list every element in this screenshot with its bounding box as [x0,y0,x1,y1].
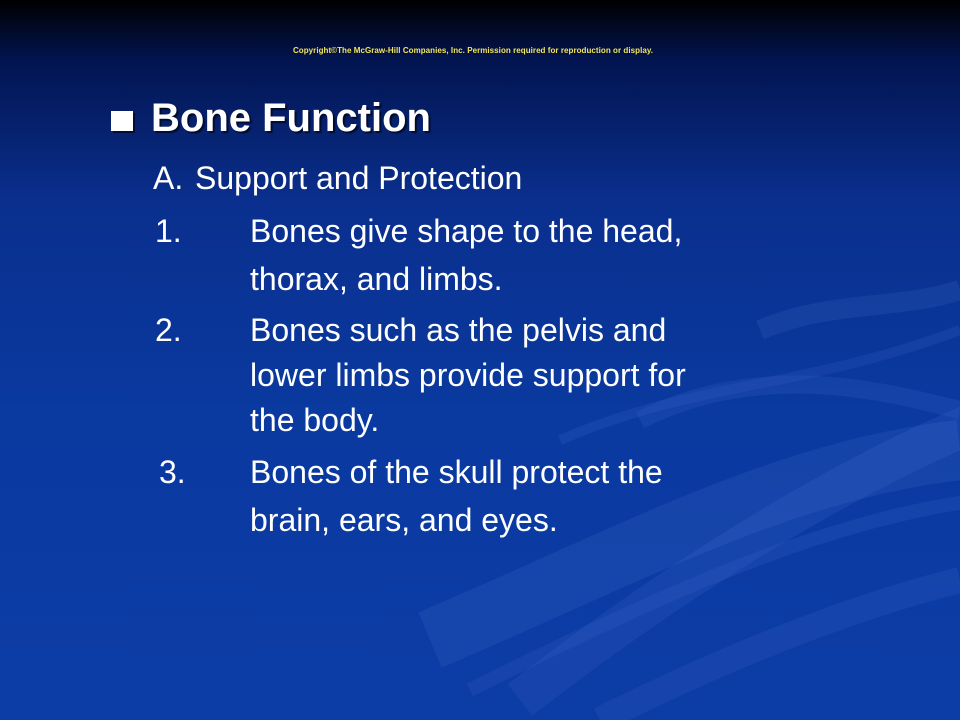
list-item-text: Bones such as the pelvis and [250,312,667,348]
list-item-marker: 2. [155,312,182,348]
list-item-marker: 1. [155,213,182,249]
list-item-text: thorax, and limbs. [250,261,503,297]
list-item-text: brain, ears, and eyes. [250,502,558,538]
slide-title: Bone Function [151,96,431,140]
list-item-text: the body. [250,402,380,438]
section-label: Support and Protection [195,160,523,196]
list-item-text: Bones of the skull protect the [250,454,663,490]
copyright-notice: Copyright©The McGraw-Hill Companies, Inc. Permission required for reproduction or display. [292,46,654,55]
list-item-text: Bones give shape to the head, [250,213,683,249]
list-item-text: lower limbs provide support for [250,357,686,393]
list-item-marker: 3. [159,454,186,490]
section-marker: A. [153,160,184,196]
square-bullet-icon [111,111,133,131]
